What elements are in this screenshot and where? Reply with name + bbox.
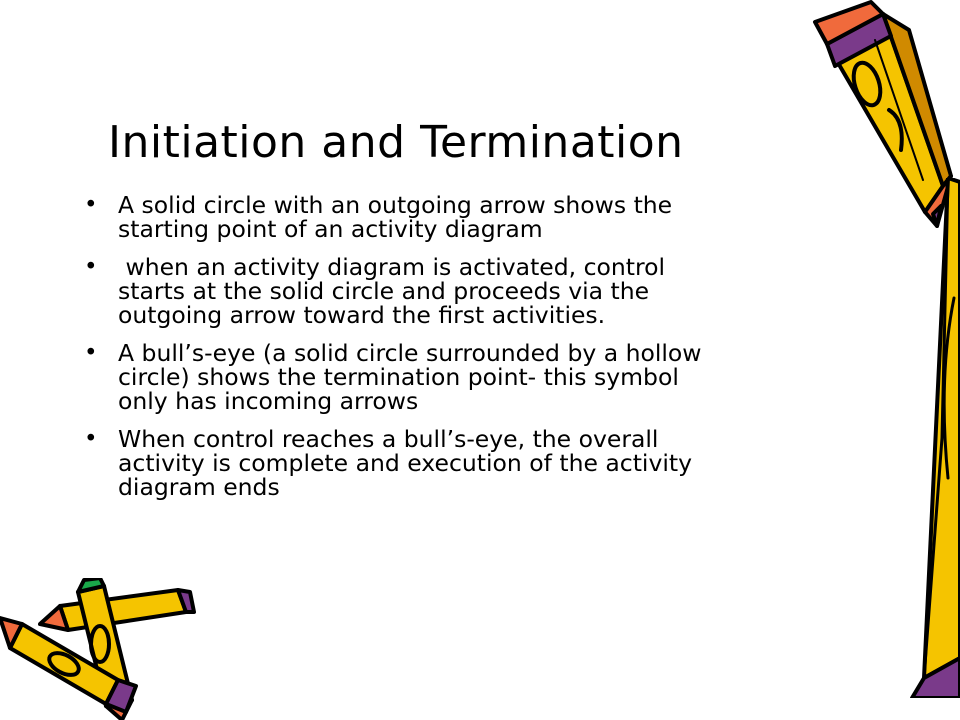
bullet-item (84, 341, 864, 413)
bullet-list (84, 193, 864, 513)
bullet-dot: • (84, 426, 98, 452)
bullet-dot: • (84, 254, 98, 280)
pencil-icon (898, 178, 960, 698)
bullet-item (84, 427, 864, 499)
bullet-item (84, 255, 864, 327)
pencils-icon (0, 578, 200, 720)
bullet-dot: • (84, 340, 98, 366)
slide-title: Initiation and Termination (108, 117, 684, 168)
bullet-text: when an activity diagram is activated, control starts at the solid circle and proceeds via the outgoing arrow toward the first activities. (118, 253, 666, 329)
bullet-text: When control reaches a bull’s-eye, the overall activity is complete and execution of the activity diagram ends (118, 425, 693, 501)
bullet-dot: • (84, 192, 98, 218)
bullet-text: A solid circle with an outgoing arrow shows the starting point of an activity diagram (118, 191, 673, 243)
bullet-text: A bull’s-eye (a solid circle surrounded by a hollow circle) shows the termination point- this symbol only has incoming arrows (118, 339, 702, 415)
bullet-item (84, 193, 864, 241)
